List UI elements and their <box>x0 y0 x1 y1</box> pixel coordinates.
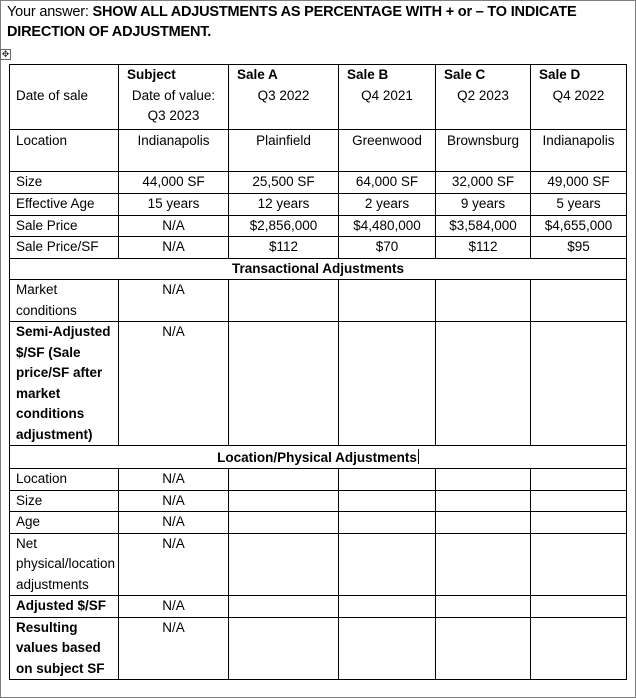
row-label: Sale Price <box>10 215 119 237</box>
adjusted-sale-c-input[interactable] <box>436 596 531 618</box>
table-row <box>10 533 627 596</box>
location-sale-b-input[interactable] <box>339 469 436 491</box>
table-row <box>10 512 627 534</box>
age-sale-d-input[interactable] <box>531 512 627 534</box>
date-sale-c: Q2 2023 <box>436 86 531 130</box>
table-row <box>10 237 627 259</box>
resulting-sale-a-input[interactable] <box>229 617 339 680</box>
header-sale-c: Sale C <box>436 65 531 86</box>
cell-sale-b: 2 years <box>339 194 436 216</box>
date-sale-b: Q4 2021 <box>339 86 436 130</box>
cell-sale-b: $70 <box>339 237 436 259</box>
net-sale-d-input[interactable] <box>531 533 627 596</box>
cell-sale-d: 49,000 SF <box>531 172 627 194</box>
cell-sale-a: 12 years <box>229 194 339 216</box>
cell-sale-a: 25,500 SF <box>229 172 339 194</box>
physical-heading[interactable] <box>10 446 627 469</box>
table-row <box>10 490 627 512</box>
resulting-sale-c-input[interactable] <box>436 617 531 680</box>
cell-sale-d: $95 <box>531 237 627 259</box>
market-sale-a-input[interactable] <box>229 280 339 322</box>
location-sale-c: Brownsburg <box>436 130 531 172</box>
transactional-heading: Transactional Adjustments <box>10 259 627 280</box>
prompt-instruction: SHOW ALL ADJUSTMENTS AS PERCENTAGE WITH + or – TO INDICATE DIRECTION OF ADJUSTMENT. <box>7 4 577 40</box>
cell-sale-b: 64,000 SF <box>339 172 436 194</box>
semi-sale-c-input[interactable] <box>436 322 531 446</box>
net-sale-c-input[interactable] <box>436 533 531 596</box>
date-subject <box>119 86 229 130</box>
cell-subject: 44,000 SF <box>119 172 229 194</box>
section-heading-row <box>10 259 627 280</box>
resulting-sale-d-input[interactable] <box>531 617 627 680</box>
market-sale-d-input[interactable] <box>531 280 627 322</box>
cell-sale-a: $112 <box>229 237 339 259</box>
market-row <box>10 280 627 322</box>
adjusted-sale-a-input[interactable] <box>229 596 339 618</box>
cell-sale-c: 9 years <box>436 194 531 216</box>
semi-adjusted-subject: N/A <box>119 322 229 446</box>
net-sale-a-input[interactable] <box>229 533 339 596</box>
location-row <box>10 130 627 172</box>
semi-adjusted-label: Semi-Adjusted $/SF (Sale price/SF after market conditions adjustment) <box>10 322 119 446</box>
market-sale-c-input[interactable] <box>436 280 531 322</box>
cell-subject: N/A <box>119 469 229 491</box>
cell-subject: N/A <box>119 533 229 596</box>
location-sale-d: Indianapolis <box>531 130 627 172</box>
row-label: Effective Age <box>10 194 119 216</box>
row-label: Net physical/location adjustments <box>10 533 119 596</box>
market-subject: N/A <box>119 280 229 322</box>
market-label: Market conditions <box>10 280 119 322</box>
cell-sale-c: 32,000 SF <box>436 172 531 194</box>
location-label: Location <box>10 130 119 172</box>
location-subject: Indianapolis <box>119 130 229 172</box>
row-label: Size <box>10 490 119 512</box>
cell-subject: N/A <box>119 512 229 534</box>
section-heading-row <box>10 446 627 469</box>
size-sale-c-input[interactable] <box>436 490 531 512</box>
resulting-row <box>10 617 627 680</box>
age-sale-a-input[interactable] <box>229 512 339 534</box>
adjusted-subject: N/A <box>119 596 229 618</box>
row-label: Age <box>10 512 119 534</box>
cell-subject: N/A <box>119 237 229 259</box>
date-subject-line2: Q3 2023 <box>147 108 200 123</box>
date-row <box>10 86 627 130</box>
cell-sale-d: $4,655,000 <box>531 215 627 237</box>
location-sale-a-input[interactable] <box>229 469 339 491</box>
resulting-label: Resulting values based on subject SF <box>10 617 119 680</box>
cell-subject: N/A <box>119 215 229 237</box>
net-sale-b-input[interactable] <box>339 533 436 596</box>
location-sale-b: Greenwood <box>339 130 436 172</box>
row-label: Sale Price/SF <box>10 237 119 259</box>
header-sale-d: Sale D <box>531 65 627 86</box>
adjusted-row <box>10 596 627 618</box>
cell-sale-c: $112 <box>436 237 531 259</box>
text-cursor <box>418 449 419 464</box>
size-sale-a-input[interactable] <box>229 490 339 512</box>
header-row <box>10 65 627 86</box>
table-row <box>10 172 627 194</box>
date-sale-d: Q4 2022 <box>531 86 627 130</box>
question-prompt <box>7 2 629 42</box>
header-sale-a: Sale A <box>229 65 339 86</box>
cell-sale-c: $3,584,000 <box>436 215 531 237</box>
adjusted-label: Adjusted $/SF <box>10 596 119 618</box>
table-move-handle-icon[interactable]: ✥ <box>1 49 10 59</box>
row-label: Size <box>10 172 119 194</box>
location-sale-a: Plainfield <box>229 130 339 172</box>
cell-sale-a: $2,856,000 <box>229 215 339 237</box>
location-sale-c-input[interactable] <box>436 469 531 491</box>
semi-adjusted-row <box>10 322 627 446</box>
age-sale-c-input[interactable] <box>436 512 531 534</box>
physical-heading-text: Location/Physical Adjustments <box>217 450 417 465</box>
cell-sale-d: 5 years <box>531 194 627 216</box>
header-subject: Subject <box>119 65 229 86</box>
semi-sale-a-input[interactable] <box>229 322 339 446</box>
cell-subject: 15 years <box>119 194 229 216</box>
resulting-sale-b-input[interactable] <box>339 617 436 680</box>
prompt-lead: Your answer: <box>7 4 93 20</box>
adjustment-grid <box>9 64 627 680</box>
cell-sale-b: $4,480,000 <box>339 215 436 237</box>
semi-sale-b-input[interactable] <box>339 322 436 446</box>
semi-sale-d-input[interactable] <box>531 322 627 446</box>
header-sale-b: Sale B <box>339 65 436 86</box>
size-sale-b-input[interactable] <box>339 490 436 512</box>
adjusted-sale-d-input[interactable] <box>531 596 627 618</box>
location-sale-d-input[interactable] <box>531 469 627 491</box>
date-sale-a: Q3 2022 <box>229 86 339 130</box>
table-row <box>10 469 627 491</box>
table-row <box>10 215 627 237</box>
table-row <box>10 194 627 216</box>
market-sale-b-input[interactable] <box>339 280 436 322</box>
header-blank <box>10 65 119 86</box>
size-sale-d-input[interactable] <box>531 490 627 512</box>
age-sale-b-input[interactable] <box>339 512 436 534</box>
date-label: Date of sale <box>10 86 119 130</box>
adjusted-sale-b-input[interactable] <box>339 596 436 618</box>
resulting-subject: N/A <box>119 617 229 680</box>
cell-subject: N/A <box>119 490 229 512</box>
row-label: Location <box>10 469 119 491</box>
date-subject-line1: Date of value: <box>131 87 216 103</box>
